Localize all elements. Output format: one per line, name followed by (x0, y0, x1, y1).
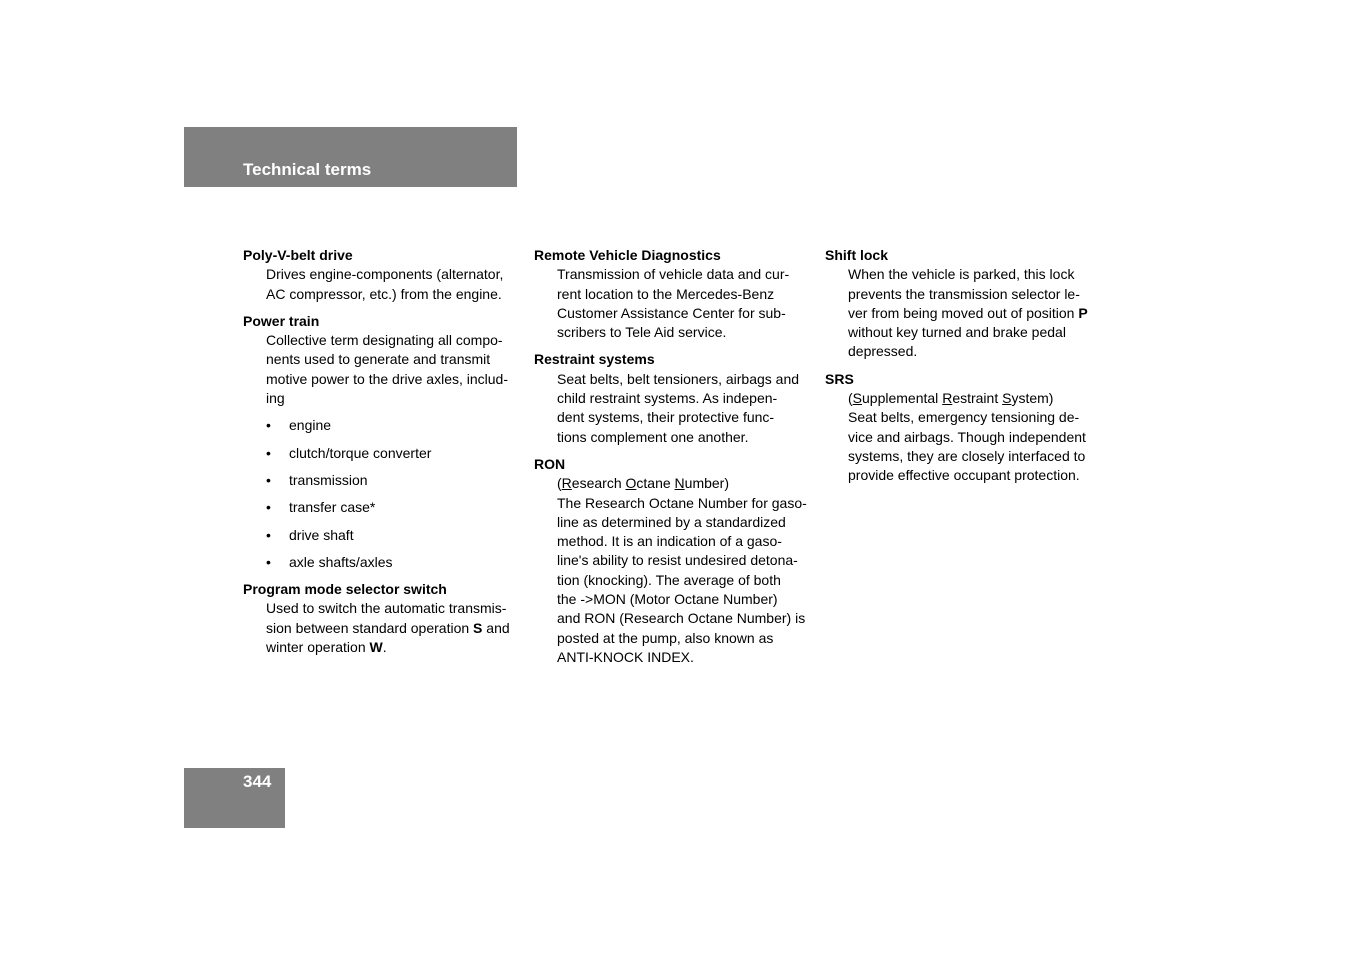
glossary-column-3 (825, 246, 1101, 494)
definition-line: The Research Octane Number for gaso- (557, 494, 807, 511)
definition-line: provide effective occupant protection. (848, 467, 1080, 484)
section-title: Technical terms (243, 160, 372, 179)
definition-line: ver from being moved out of position P (848, 304, 1088, 321)
list-item-text: drive shaft (289, 526, 354, 543)
list-item (243, 416, 519, 435)
definition-line: prevents the transmission selector le- (848, 285, 1080, 302)
definition-line: winter operation W. (266, 639, 387, 656)
abbreviation-expansion: (Research Octane Number) (557, 475, 730, 492)
entry-program-mode-selector-switch (243, 580, 519, 657)
page-number: 344 (243, 772, 272, 791)
entry-ron (534, 455, 810, 667)
definition-line: rent location to the Mercedes-Benz (557, 285, 775, 302)
definition-line: Collective term designating all compo- (266, 332, 503, 349)
list-item (243, 498, 519, 517)
list-item (243, 553, 519, 572)
definition-line: Drives engine-components (alternator, (266, 266, 504, 283)
definition-line: ANTI-KNOCK INDEX. (557, 648, 694, 665)
definition-line: ing (266, 390, 285, 407)
abbreviation-expansion: (Supplemental Restraint System) (848, 390, 1054, 407)
definition-line: motive power to the drive axles, includ- (266, 370, 508, 387)
entry-remote-vehicle-diagnostics (534, 246, 810, 342)
definition-line: child restraint systems. As indepen- (557, 390, 778, 407)
glossary-column-2 (534, 246, 810, 675)
list-item-text: transmission (289, 471, 368, 488)
definition-line: tions complement one another. (557, 428, 749, 445)
bullet-icon: • (266, 526, 271, 543)
entry-srs (825, 370, 1101, 486)
power-train-component-list (243, 416, 519, 572)
term-heading: Remote Vehicle Diagnostics (534, 247, 721, 263)
definition-line: Transmission of vehicle data and cur- (557, 266, 790, 283)
definition-line: When the vehicle is parked, this lock (848, 266, 1075, 283)
term-heading: SRS (825, 370, 854, 387)
bullet-icon: • (266, 444, 271, 461)
definition-line: Seat belts, emergency tensioning de- (848, 409, 1080, 426)
definition-line: the ->MON (Motor Octane Number) (557, 591, 778, 608)
definition-line: nents used to generate and transmit (266, 351, 491, 368)
definition-line: without key turned and brake pedal (848, 324, 1066, 341)
definition-line: and RON (Research Octane Number) is (557, 610, 806, 627)
definition-line: sion between standard operation S and (266, 619, 510, 636)
definition-line: scribers to Tele Aid service. (557, 324, 727, 341)
list-item (243, 444, 519, 463)
list-item-text: clutch/torque converter (289, 444, 432, 461)
mode-standard-letter: S (473, 619, 483, 636)
bullet-icon: • (266, 499, 271, 516)
entry-power-train (243, 312, 519, 572)
definition-line: Customer Assistance Center for sub- (557, 304, 786, 321)
term-heading: Power train (243, 312, 320, 329)
term-heading: Poly-V-belt drive (243, 247, 353, 263)
gear-position-letter: P (1078, 304, 1088, 321)
list-item-text: transfer case* (289, 499, 376, 516)
definition-line: vice and airbags. Though independent (848, 428, 1086, 445)
list-item-text: axle shafts/axles (289, 553, 393, 570)
definition-line: method. It is an indication of a gaso- (557, 533, 782, 550)
definition-line: tion (knocking). The average of both (557, 571, 781, 588)
definition-line: line as determined by a standardized (557, 513, 786, 530)
bullet-icon: • (266, 553, 271, 570)
entry-poly-v-belt-drive (243, 246, 519, 304)
term-heading: Shift lock (825, 247, 889, 263)
term-heading: RON (534, 455, 566, 472)
term-heading: Program mode selector switch (243, 581, 447, 598)
term-heading: Restraint systems (534, 351, 655, 368)
bullet-icon: • (266, 417, 271, 434)
glossary-column-1 (243, 246, 519, 665)
list-item-text: engine (289, 417, 332, 434)
entry-shift-lock (825, 246, 1101, 362)
list-item (243, 471, 519, 490)
definition-line: line's ability to resist undesired detona- (557, 552, 798, 569)
definition-line: depressed. (848, 343, 918, 360)
bullet-icon: • (266, 471, 271, 488)
mode-winter-letter: W (369, 639, 383, 656)
page-number-tab (184, 768, 285, 828)
entry-restraint-systems (534, 350, 810, 446)
section-header-tab (184, 127, 517, 187)
definition-line: systems, they are closely interfaced to (848, 447, 1086, 464)
definition-line: dent systems, their protective func- (557, 409, 775, 426)
definition-line: posted at the pump, also known as (557, 629, 774, 646)
definition-line: AC compressor, etc.) from the engine. (266, 285, 502, 302)
definition-line: Used to switch the automatic transmis- (266, 600, 507, 617)
definition-line: Seat belts, belt tensioners, airbags and (557, 370, 800, 387)
list-item (243, 526, 519, 545)
